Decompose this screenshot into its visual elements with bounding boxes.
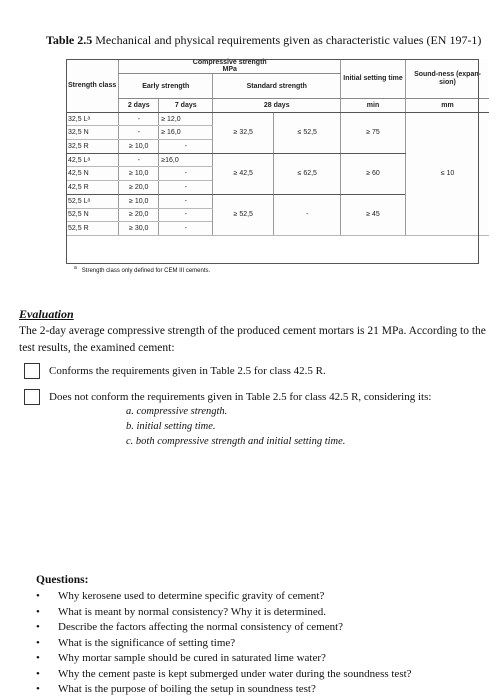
table-footnote bbox=[74, 265, 210, 274]
conforms-option-label: Conforms the requirements given in Table 2.5 for class 42.5 R. bbox=[49, 365, 326, 377]
header-strength-class: Strength class bbox=[66, 59, 119, 112]
does-not-conform-option-label: Does not conform the requirements given in Table 2.5 for class 42.5 R, considering its: bbox=[49, 391, 432, 403]
question-item: • What is the significance of setting time? bbox=[36, 636, 412, 652]
seven-day-cell: - bbox=[159, 222, 213, 236]
header-mpa-label: MPa bbox=[222, 66, 237, 73]
header-standard-strength: Standard strength bbox=[213, 74, 341, 99]
seven-day-cell: ≥ 16,0 bbox=[159, 126, 213, 140]
sub-option-b: b. initial setting time. bbox=[126, 421, 216, 432]
strength-class-cell: 42,5 Lᵃ bbox=[66, 153, 119, 167]
table-title bbox=[46, 33, 481, 48]
does-not-conform-checkbox[interactable] bbox=[24, 389, 40, 405]
requirements-table bbox=[66, 59, 489, 236]
evaluation-text: The 2-day average compressive strength of the produced cement mortars is 21 MPa. According to the test results, the examined cement: bbox=[19, 325, 486, 354]
footnote-mark: a bbox=[74, 265, 77, 271]
sub-option-c: c. both compressive strength and initial setting time. bbox=[126, 436, 346, 447]
standard-max-cell: ≤ 62,5 bbox=[274, 153, 341, 194]
two-day-cell: - bbox=[119, 126, 159, 140]
strength-class-cell: 32,5 R bbox=[66, 140, 119, 154]
header-2-days: 2 days bbox=[119, 99, 159, 113]
questions-list bbox=[36, 589, 412, 698]
strength-class-cell: 32,5 N bbox=[66, 126, 119, 140]
question-item: • Describe the factors affecting the normal consistency of cement? bbox=[36, 620, 412, 636]
sub-option-a: a. compressive strength. bbox=[126, 406, 228, 417]
standard-max-cell: ≤ 52,5 bbox=[274, 112, 341, 153]
seven-day-cell: - bbox=[159, 167, 213, 181]
header-28-days: 28 days bbox=[213, 99, 341, 113]
header-soundness: Sound-ness (expan-sion) bbox=[405, 59, 489, 99]
standard-min-cell: ≥ 32,5 bbox=[213, 112, 274, 153]
strength-class-cell: 42,5 N bbox=[66, 167, 119, 181]
standard-min-cell: ≥ 52,5 bbox=[213, 194, 274, 235]
table-caption: Mechanical and physical requirements given as characteristic values (EN 197-1) bbox=[92, 33, 482, 47]
footnote-text: Strength class only defined for CEM III cements. bbox=[81, 268, 211, 274]
setting-time-cell: ≥ 60 bbox=[341, 153, 406, 194]
two-day-cell: ≥ 20,0 bbox=[119, 208, 159, 222]
soundness-cell: ≤ 10 bbox=[405, 112, 489, 235]
question-item: • Why the cement paste is kept submerged under water during the soundness test? bbox=[36, 667, 412, 683]
seven-day-cell: - bbox=[159, 140, 213, 154]
two-day-cell: ≥ 30,0 bbox=[119, 222, 159, 236]
evaluation-heading: Evaluation bbox=[19, 307, 74, 321]
strength-class-cell: 42,5 R bbox=[66, 181, 119, 195]
question-item: • Why kerosene used to determine specific gravity of cement? bbox=[36, 589, 412, 605]
questions-heading: Questions: bbox=[36, 574, 89, 586]
strength-class-cell: 52,5 R bbox=[66, 222, 119, 236]
standard-max-cell: - bbox=[274, 194, 341, 235]
conforms-checkbox[interactable] bbox=[24, 363, 40, 379]
header-initial-setting-time: Initial setting time bbox=[341, 59, 406, 99]
seven-day-cell: - bbox=[159, 194, 213, 208]
header-min-unit: min bbox=[341, 99, 406, 113]
strength-class-cell: 32,5 Lᵃ bbox=[66, 112, 119, 126]
header-7-days: 7 days bbox=[159, 99, 213, 113]
setting-time-cell: ≥ 75 bbox=[341, 112, 406, 153]
seven-day-cell: ≥ 12,0 bbox=[159, 112, 213, 126]
setting-time-cell: ≥ 45 bbox=[341, 194, 406, 235]
header-early-strength: Early strength bbox=[119, 74, 213, 99]
strength-class-cell: 52,5 N bbox=[66, 208, 119, 222]
two-day-cell: ≥ 10,0 bbox=[119, 167, 159, 181]
two-day-cell: ≥ 10,0 bbox=[119, 140, 159, 154]
header-mm-unit: mm bbox=[405, 99, 489, 113]
two-day-cell: - bbox=[119, 153, 159, 167]
seven-day-cell: ≥16,0 bbox=[159, 153, 213, 167]
seven-day-cell: - bbox=[159, 208, 213, 222]
question-item: • Why mortar sample should be cured in saturated lime water? bbox=[36, 651, 412, 667]
question-item: • What is meant by normal consistency? Why it is determined. bbox=[36, 605, 412, 621]
question-item: • What is the purpose of boiling the setup in soundness test? bbox=[36, 682, 412, 698]
table-number: Table 2.5 bbox=[46, 33, 93, 47]
header-compressive-strength bbox=[119, 59, 341, 74]
strength-class-cell: 52,5 Lᵃ bbox=[66, 194, 119, 208]
two-day-cell: ≥ 10,0 bbox=[119, 194, 159, 208]
standard-min-cell: ≥ 42,5 bbox=[213, 153, 274, 194]
header-compressive-label: Compressive strength bbox=[192, 59, 267, 66]
two-day-cell: ≥ 20,0 bbox=[119, 181, 159, 195]
seven-day-cell: - bbox=[159, 181, 213, 195]
two-day-cell: - bbox=[119, 112, 159, 126]
